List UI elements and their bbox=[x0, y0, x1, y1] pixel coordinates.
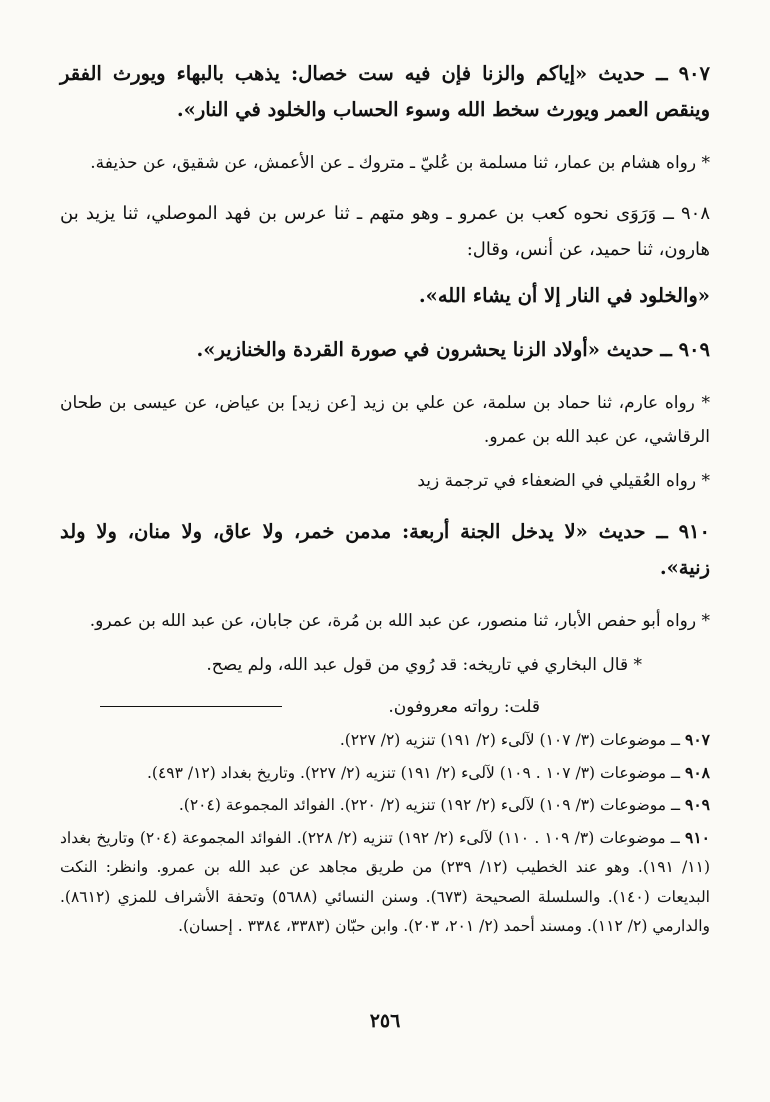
footnote-907 bbox=[60, 725, 710, 756]
footnotes bbox=[60, 725, 710, 944]
hadith-908-quote: «والخلود في النار إلا أن يشاء الله». bbox=[418, 284, 710, 307]
footnote-number: ٩٠٧ bbox=[685, 730, 710, 749]
footnote-908 bbox=[60, 758, 710, 789]
footnote-number: ٩٠٨ bbox=[685, 762, 710, 782]
footnote-text: ــ موضوعات (٣/ ١٠٧ . ١٠٩) لآلىء (٢/ ١٩١) تنزيه (٢/ ٢٢٧). وتاريخ بغداد (١٢/ ٤٩٣). bbox=[146, 763, 681, 782]
chain-909-a: * رواه عارم، ثنا حماد بن سلمة، عن علي بن زيد [عن زيد] بن عياض، عن عيسى بن طحان الرقاشي، عن عبد الله بن عمرو. bbox=[60, 393, 711, 447]
footnote-text: ــ موضوعات (٣/ ١٠٩) لآلىء (٢/ ١٩٢) تنزيه (٢/ ٢٢٠). الفوائد المجموعة (٢٠٤). bbox=[178, 796, 681, 814]
hadith-910: ٩١٠ ــ حديث «لا يدخل الجنة أربعة: مدمن خمر، ولا عاق، ولا منان، ولا ولد زنية». bbox=[60, 520, 710, 579]
footnote-number: ٩٠٩ bbox=[685, 795, 710, 814]
chain-910-b: * قال البخاري في تاريخه: قد رُوي من قول عبد الله، ولم يصح. bbox=[206, 655, 642, 675]
hadith-908: ٩٠٨ ــ وَرَوَى نحوه كعب بن عمرو ـ وهو متهم ـ ثنا عرس بن فهد الموصلي، ثنا يزيد بن هارون، ثنا حميد، عن أنس، وقال: bbox=[60, 203, 710, 260]
footnote-910 bbox=[60, 823, 710, 942]
footnote-909 bbox=[60, 790, 710, 821]
footnote-number: ٩١٠ bbox=[685, 827, 711, 847]
chain-907: * رواه هشام بن عمار، ثنا مسلمة بن عُليّ ـ متروك ـ عن الأعمش، عن شقيق، عن حذيفة. bbox=[90, 153, 710, 173]
main-text bbox=[60, 56, 710, 740]
footnote-divider bbox=[100, 706, 282, 707]
remark-910: قلت: رواته معروفون. bbox=[388, 697, 540, 717]
page-number: ٢٥٦ bbox=[369, 1010, 401, 1032]
hadith-909: ٩٠٩ ــ حديث «أولاد الزنا يحشرون في صورة القردة والخنازير». bbox=[196, 338, 710, 361]
hadith-907: ٩٠٧ ــ حديث «إياكم والزنا فإن فيه ست خصال: يذهب بالبهاء ويورث الفقر وينقص العمر ويورث سخط الله وسوء الحساب والخلود في النار». bbox=[60, 62, 710, 121]
footnote-text: ــ موضوعات (٣/ ١٠٧) لآلىء (٢/ ١٩١) تنزيه (٢/ ٢٢٧). bbox=[339, 731, 681, 749]
footnote-text: ــ موضوعات (٣/ ١٠٩ . ١١٠) لآلىء (٢/ ١٩٢) تنزيه (٢/ ٢٢٨). الفوائد المجموعة (٢٠٤) وتاريخ بغداد (١١/ ١٩١). وهو عند الخطيب (١٢/ ٢٣٩) من طريق مجاهد عن عبد الله بن عمرو. وانظر: النكت البديعات (١٤٠). والسلسلة الصحيحة (٦٧٣). وسنن النسائي (٥٦٨٨) وتحفة الأشراف للمزي (٨٦١٢). والدارمي (٢/ ١١٢). ومسند أحمد (٢/ ٢٠١، ٢٠٣). وابن حبّان (٣٣٨٣، ٣٣٨٤ . إحسان). bbox=[60, 828, 711, 935]
chain-909-b: * رواه العُقيلي في الضعفاء في ترجمة زيد bbox=[417, 471, 710, 491]
chain-910-a: * رواه أبو حفص الأبار، ثنا منصور، عن عبد الله بن مُرة، عن جابان، عن عبد الله بن عمرو. bbox=[89, 611, 710, 631]
